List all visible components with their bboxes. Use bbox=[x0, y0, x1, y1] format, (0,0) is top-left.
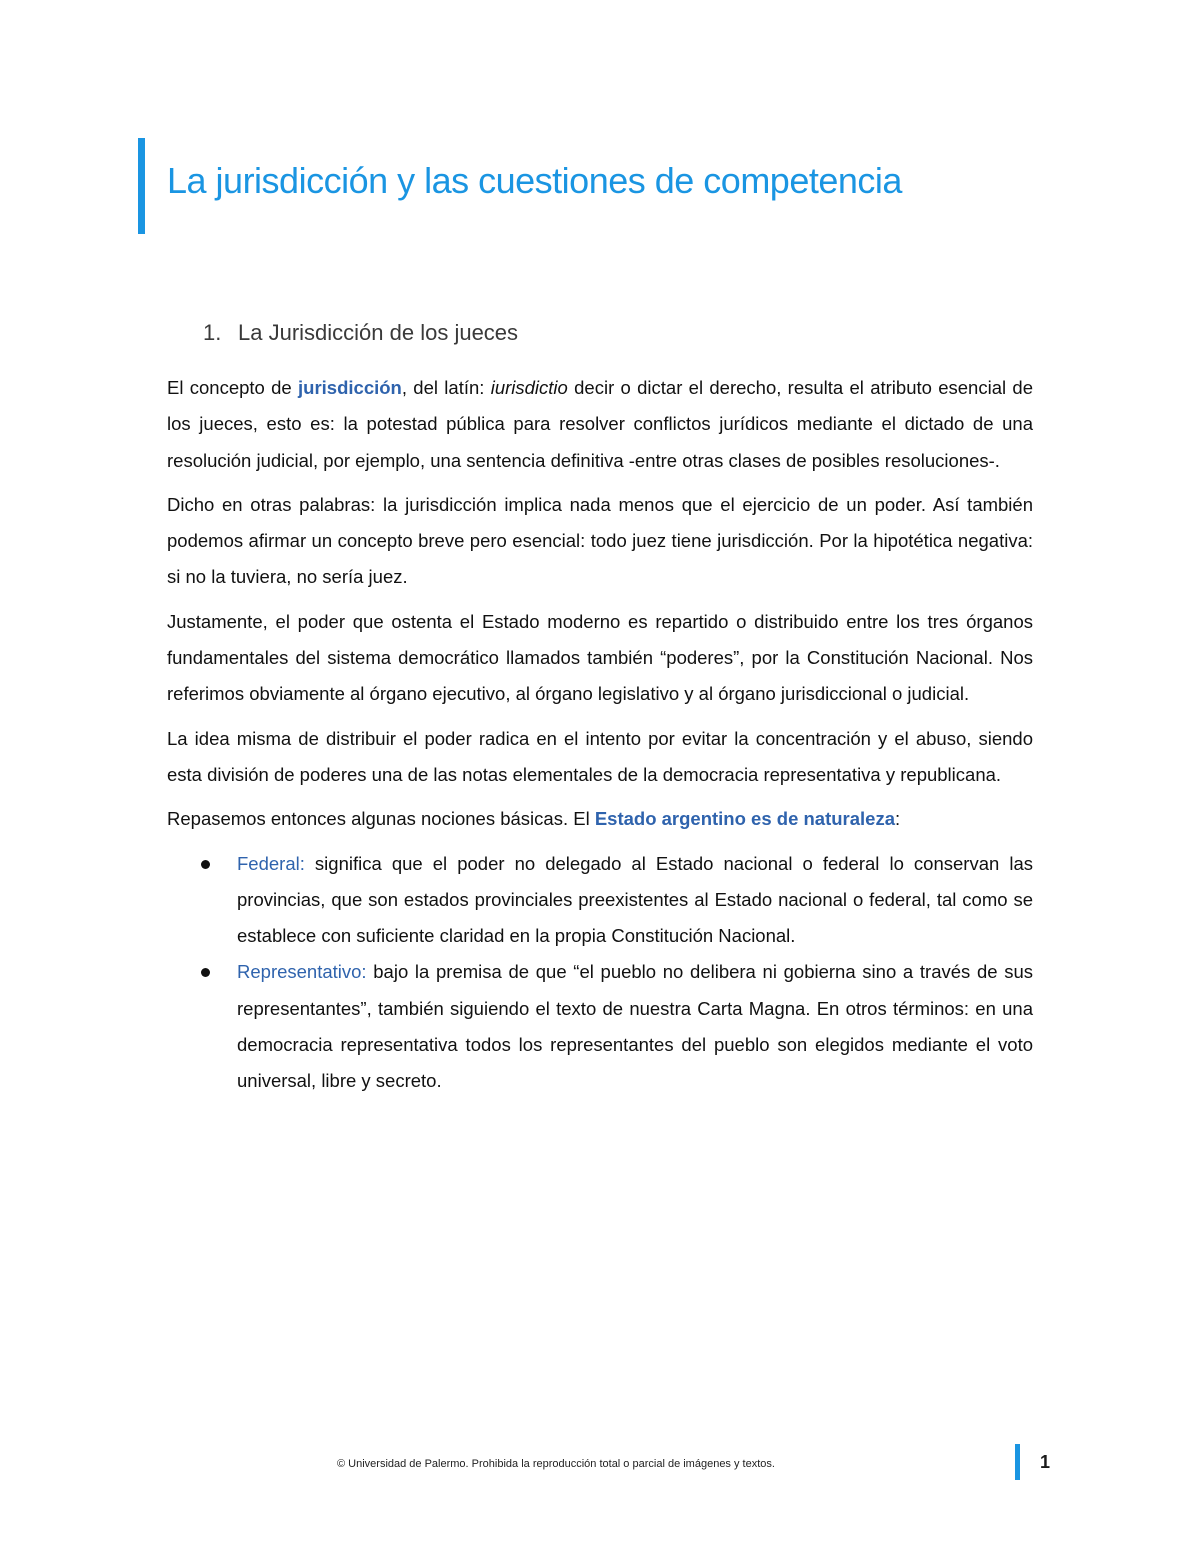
document-body bbox=[167, 370, 1033, 1100]
paragraph-1-text-c: , del latín: bbox=[401, 377, 491, 398]
list-item bbox=[167, 954, 1033, 1099]
section-number: 1. bbox=[203, 320, 222, 345]
section-heading bbox=[203, 320, 518, 346]
paragraph-4: La idea misma de distribuir el poder radica en el intento por evitar la concentración y el abuso, siendo esta división de poderes una de las notas elementales de la democracia representativa y republicana. bbox=[167, 727, 1033, 785]
section-title: La Jurisdicción de los jueces bbox=[238, 320, 519, 345]
list-item-term: Federal: bbox=[237, 852, 305, 874]
list-item bbox=[167, 846, 1033, 955]
footer-accent-bar bbox=[1015, 1444, 1020, 1480]
bullet-icon bbox=[201, 860, 210, 869]
list-item-term: Representativo: bbox=[237, 961, 367, 983]
term-estado-argentino: Estado argentino es de naturaleza bbox=[594, 808, 896, 830]
document-title: La jurisdicción y las cuestiones de competencia bbox=[167, 160, 902, 201]
bullet-icon bbox=[201, 968, 210, 977]
page-number: 1 bbox=[1040, 1452, 1051, 1472]
nature-list bbox=[167, 846, 1033, 1100]
term-iurisdictio: iurisdictio bbox=[490, 377, 568, 398]
paragraph-5-text-a: Repasemos entonces algunas nociones básicas. El bbox=[167, 808, 595, 830]
paragraph-1-text-e: decir o dictar el derecho, resulta el atributo esencial de los jueces, esto es: la potestad pública para resolver conflictos jurídicos mediante el dictado de una resolución judicial, por ejemplo, una sentencia definitiva -entre otras clases de posibles resoluciones-. bbox=[167, 377, 1033, 471]
paragraph-2: Dicho en otras palabras: la jurisdicción implica nada menos que el ejercicio de un poder. Así también podemos afirmar un concepto breve pero esencial: todo juez tiene jurisdicción. Por la hipotética negativa: si no la tuviera, no sería juez. bbox=[167, 493, 1033, 588]
paragraph-3: Justamente, el poder que ostenta el Estado moderno es repartido o distribuido entre los tres órganos fundamentales del sistema democrático llamados también “poderes”, por la Constitución Nacional. Nos referimos obviamente al órgano ejecutivo, al órgano legislativo y al órgano jurisdiccional o judicial. bbox=[167, 610, 1033, 705]
list-item-text: significa que el poder no delegado al Estado nacional o federal lo conservan las provincias, que son estados provinciales preexistentes al Estado nacional o federal, tal como se establece con suficiente claridad en la propia Constitución Nacional. bbox=[237, 852, 1033, 947]
footer-copyright: © Universidad de Palermo. Prohibida la reproducción total o parcial de imágenes y textos. bbox=[337, 1458, 775, 1470]
paragraph-5 bbox=[167, 801, 1033, 837]
list-item-text: bajo la premisa de que “el pueblo no delibera ni gobierna sino a través de sus representantes”, también siguiendo el texto de nuestra Carta Magna. En otros términos: en una democracia representativa todos los representantes del pueblo son elegidos mediante el voto universal, libre y secreto. bbox=[237, 961, 1033, 1092]
title-accent-bar bbox=[138, 138, 145, 234]
paragraph-1 bbox=[167, 370, 1033, 479]
paragraph-5-text-c: : bbox=[895, 808, 901, 830]
term-jurisdiccion: jurisdicción bbox=[298, 377, 402, 398]
paragraph-1-text-a: El concepto de bbox=[167, 377, 299, 398]
